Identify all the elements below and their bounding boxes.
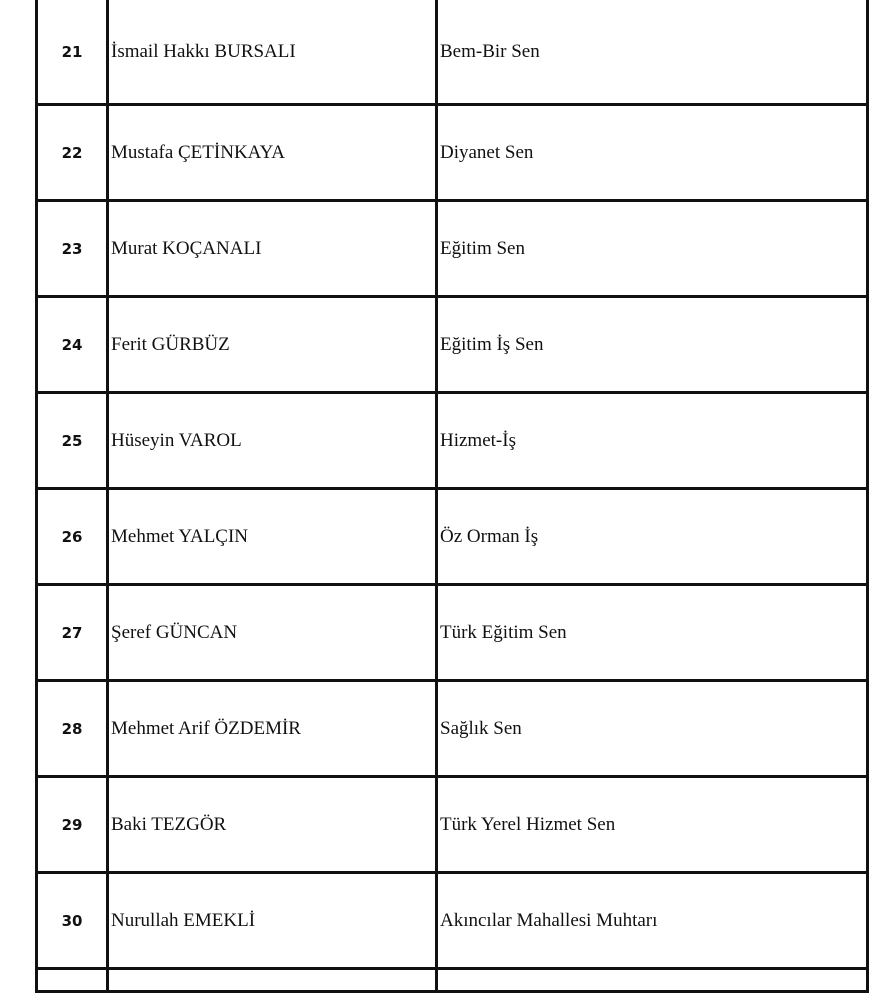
organization: Eğitim Sen [437, 201, 868, 297]
organization: Diyanet Sen [437, 105, 868, 201]
organization: Türk Eğitim Sen [437, 585, 868, 681]
row-number: 24 [37, 297, 108, 393]
table-row [37, 393, 868, 489]
member-name: Baki TEZGÖR [108, 777, 437, 873]
row-number: 23 [37, 201, 108, 297]
member-name: İsmail Hakkı BURSALI [108, 0, 437, 105]
organization: Hizmet-İş [437, 393, 868, 489]
member-name: Ferit GÜRBÜZ [108, 297, 437, 393]
table-row [37, 681, 868, 777]
organization: Akıncılar Mahallesi Muhtarı [437, 873, 868, 969]
table-row [37, 873, 868, 969]
organization: Bem-Bir Sen [437, 0, 868, 105]
row-number: 21 [37, 0, 108, 105]
row-number: 26 [37, 489, 108, 585]
row-number: 30 [37, 873, 108, 969]
table-row [37, 105, 868, 201]
organization: Sağlık Sen [437, 681, 868, 777]
row-number: 29 [37, 777, 108, 873]
member-name: Mustafa ÇETİNKAYA [108, 105, 437, 201]
organization: Öz Orman İş [437, 489, 868, 585]
member-name: Nurullah EMEKLİ [108, 873, 437, 969]
empty-cell [108, 969, 437, 992]
empty-cell [437, 969, 868, 992]
table-row-partial [37, 969, 868, 992]
table-row [37, 777, 868, 873]
member-name: Mehmet Arif ÖZDEMİR [108, 681, 437, 777]
row-number: 22 [37, 105, 108, 201]
row-number: 28 [37, 681, 108, 777]
table-row [37, 201, 868, 297]
empty-cell [37, 969, 108, 992]
members-table [35, 0, 869, 993]
table-row [37, 297, 868, 393]
table-row [37, 489, 868, 585]
member-name: Şeref GÜNCAN [108, 585, 437, 681]
member-name: Murat KOÇANALI [108, 201, 437, 297]
member-name: Mehmet YALÇIN [108, 489, 437, 585]
organization: Eğitim İş Sen [437, 297, 868, 393]
row-number: 27 [37, 585, 108, 681]
table-row [37, 585, 868, 681]
members-table-body [37, 0, 868, 992]
table-row [37, 0, 868, 105]
member-name: Hüseyin VAROL [108, 393, 437, 489]
row-number: 25 [37, 393, 108, 489]
organization: Türk Yerel Hizmet Sen [437, 777, 868, 873]
